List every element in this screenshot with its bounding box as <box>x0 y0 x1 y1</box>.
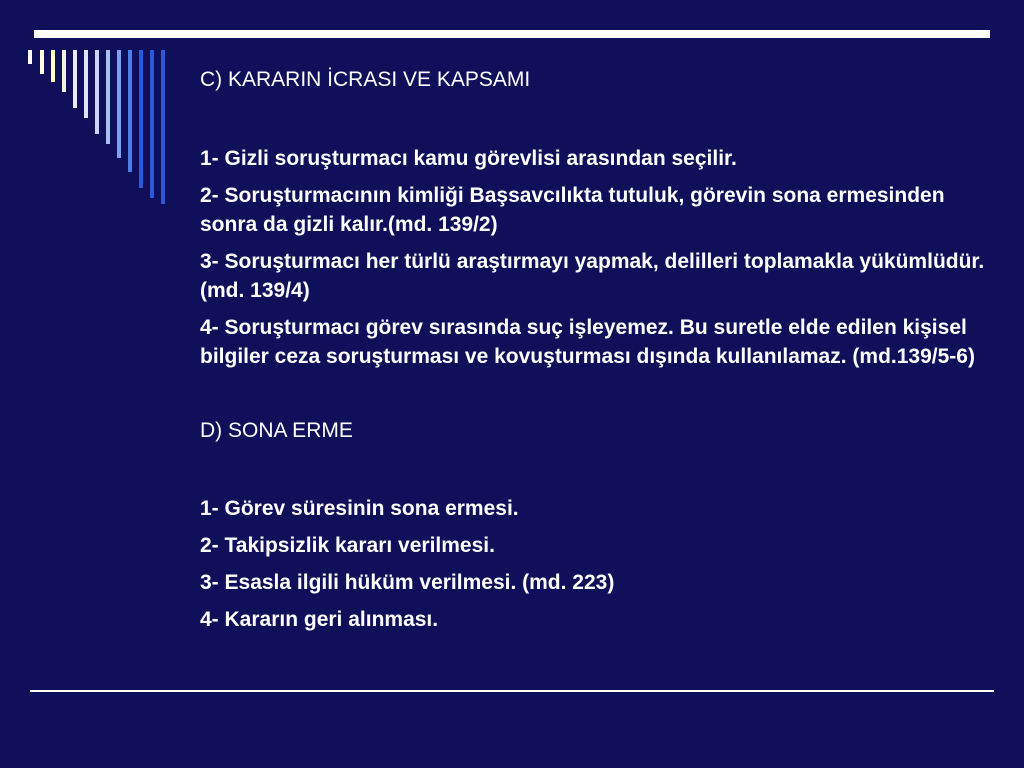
decorative-bar <box>84 50 88 118</box>
decorative-bar <box>161 50 165 204</box>
decorative-bar <box>139 50 143 188</box>
section-d-item-2: 2- Takipsizlik kararı verilmesi. <box>200 534 495 557</box>
decorative-bar <box>40 50 44 74</box>
decorative-bar <box>128 50 132 172</box>
content <box>200 66 990 634</box>
section-c-heading: C) KARARIN İCRASI VE KAPSAMI <box>200 68 531 91</box>
section-c-item-2: 2- Soruşturmacının kimliği Başsavcılıkta tutuluk, görevin sona ermesinden sonra da gizli kalır.(md. 139/2) <box>200 184 945 236</box>
section-d-item-4: 4- Kararın geri alınması. <box>200 608 439 631</box>
section-d-item-3: 3- Esasla ilgili hüküm verilmesi. (md. 223) <box>200 571 615 594</box>
bottom-rule <box>30 690 994 692</box>
decorative-bar <box>73 50 77 108</box>
decorative-bar <box>62 50 66 92</box>
decorative-bar <box>51 50 55 82</box>
section-c-item-4: 4- Soruşturmacı görev sırasında suç işleyemez. Bu suretle elde edilen kişisel bilgiler ceza soruşturması ve kovuşturması dışında kullanılamaz. (md.139/5-6) <box>200 316 975 368</box>
decorative-bar <box>117 50 121 158</box>
decorative-bars <box>0 0 180 220</box>
decorative-bar <box>28 50 32 64</box>
decorative-bar <box>95 50 99 134</box>
section-c-item-1: 1- Gizli soruşturmacı kamu görevlisi arasından seçilir. <box>200 147 737 170</box>
section-c-item-3: 3- Soruşturmacı her türlü araştırmayı yapmak, delilleri toplamakla yükümlüdür. (md. 139/4) <box>200 250 985 302</box>
decorative-bar <box>106 50 110 144</box>
section-d-heading: D) SONA ERME <box>200 419 353 442</box>
decorative-bar <box>150 50 154 198</box>
section-d-item-1: 1- Görev süresinin sona ermesi. <box>200 497 519 520</box>
